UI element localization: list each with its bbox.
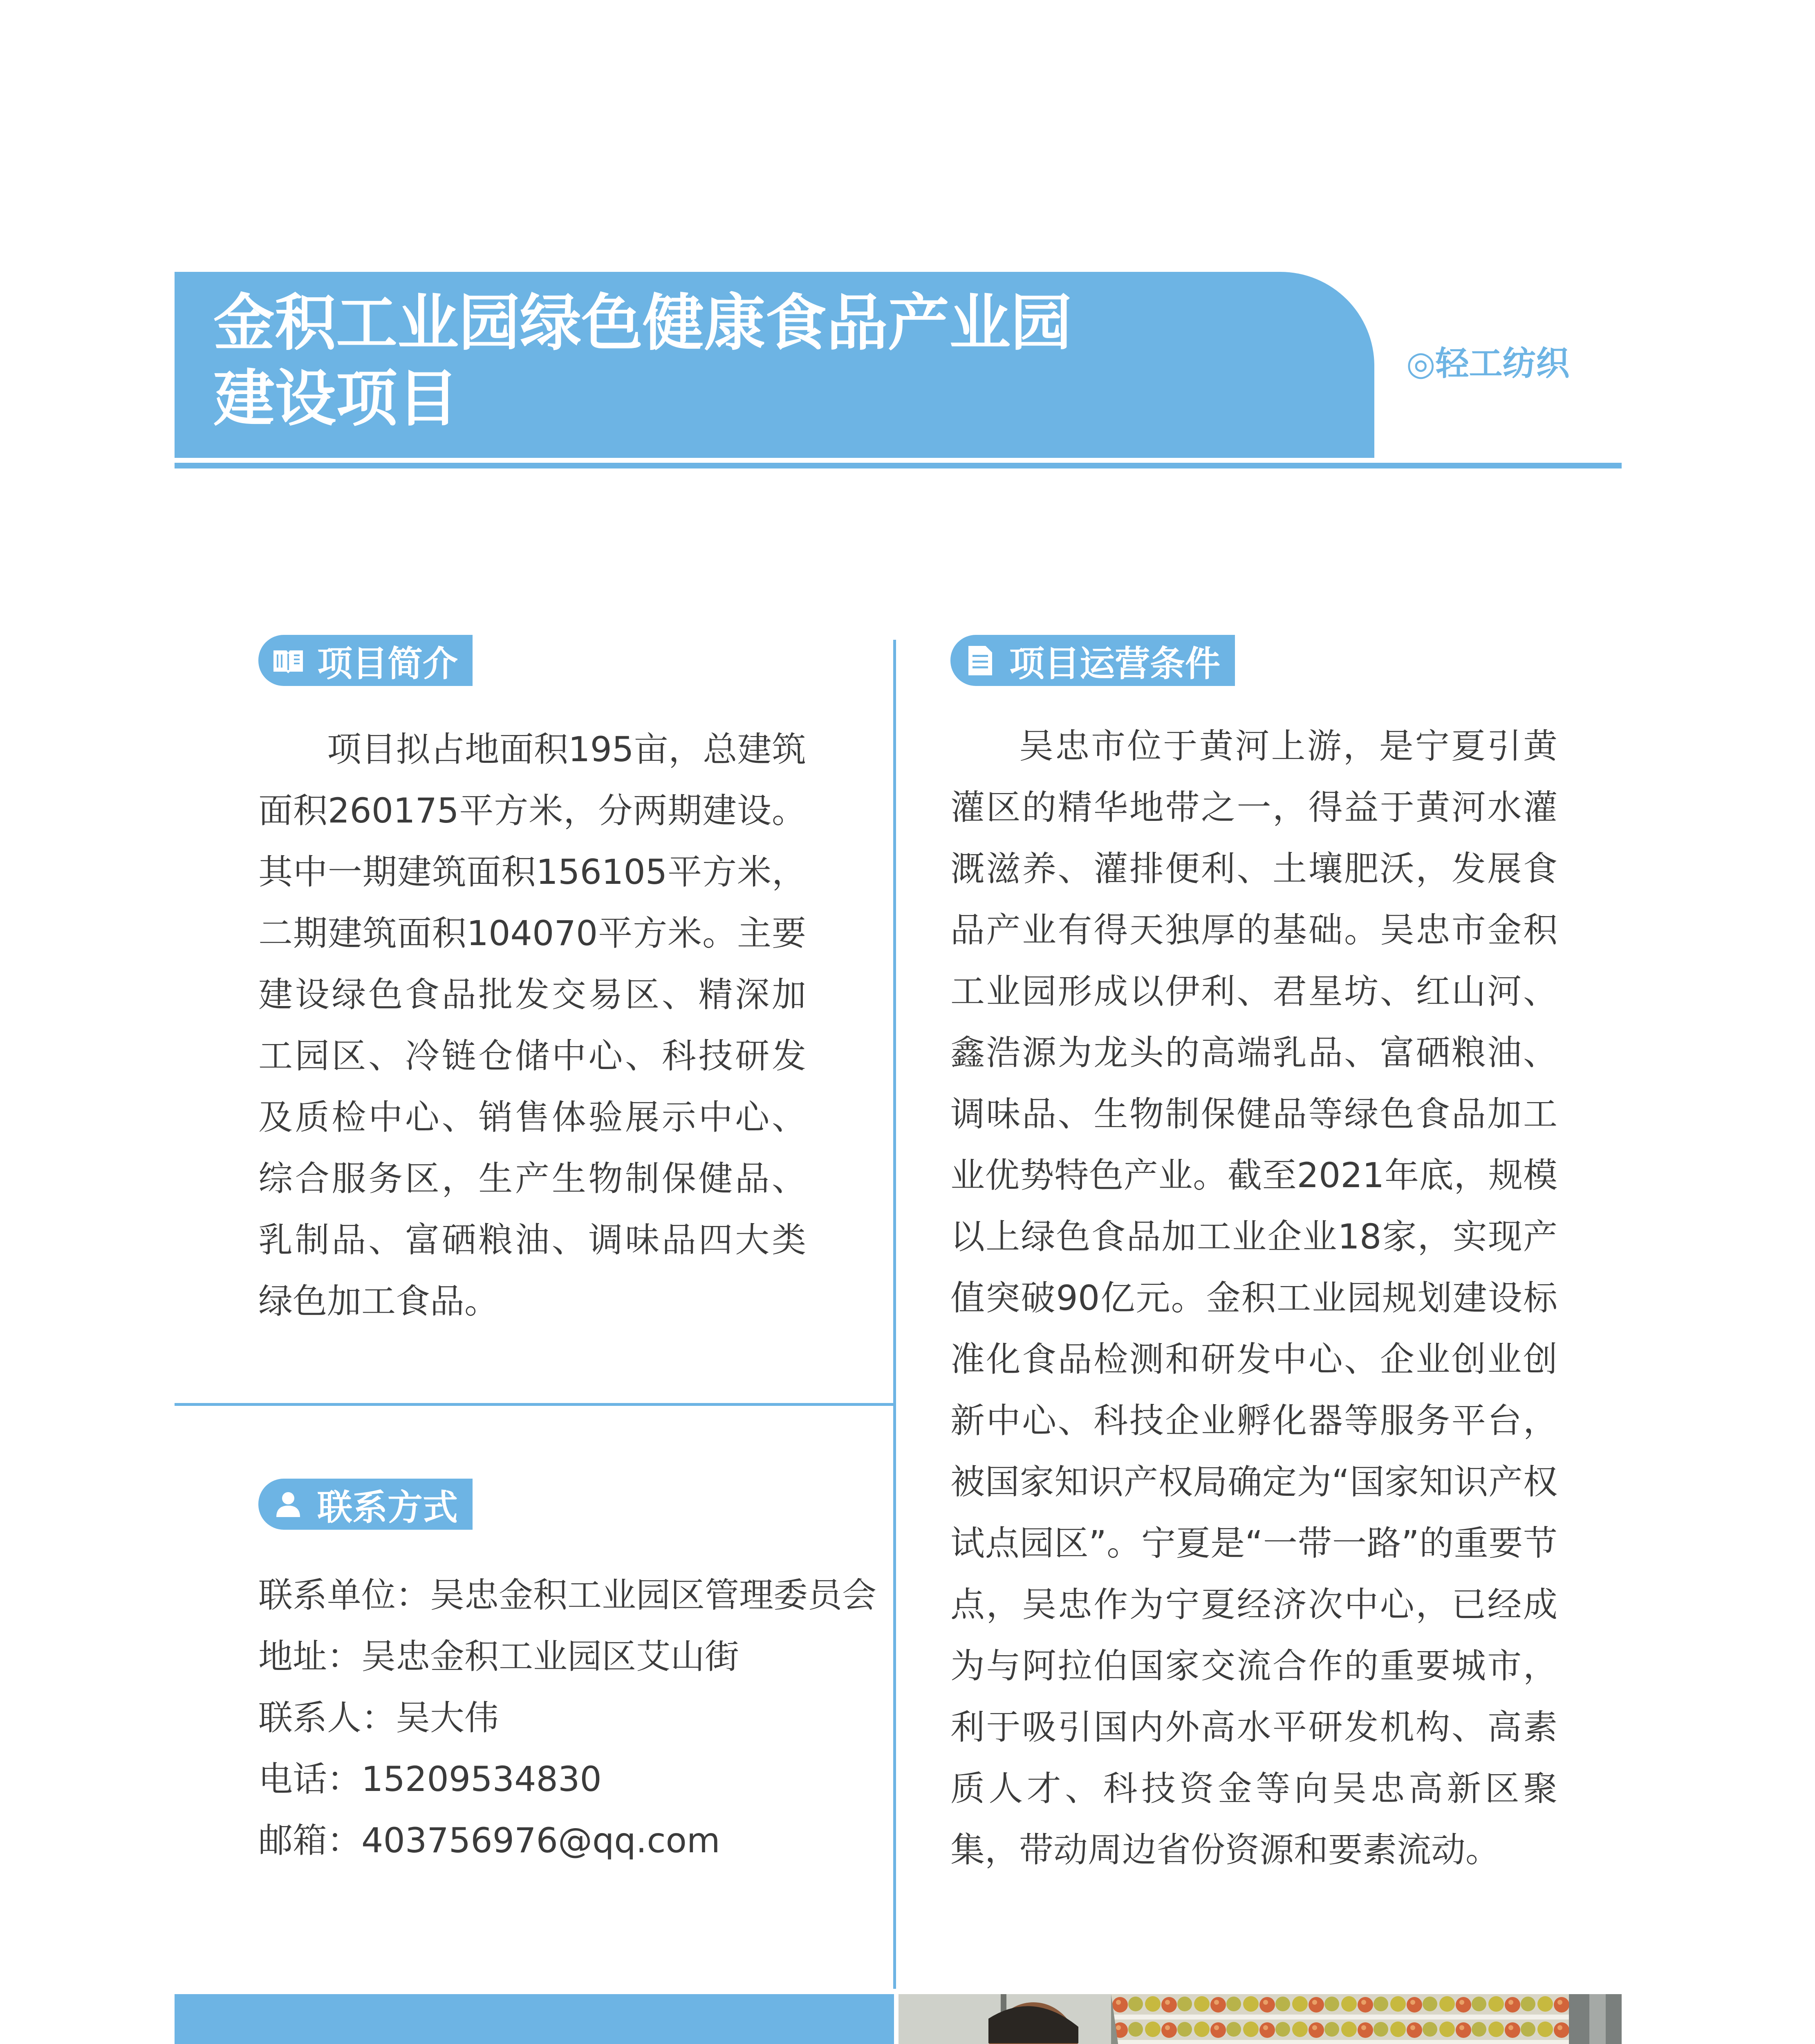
conditions-paragraph: 吴忠市位于黄河上游，是宁夏引黄灌区的精华地带之一，得益于黄河水灌溉滋养、灌排便利、土壤肥沃，发展食品产业有得天独厚的基础。吴忠市金积工业园形成以伊利、君星坊、红山河、鑫浩源为龙头的高端乳品、富硒粮油、调味品、生物制保健品等绿色食品加工业优势特色产业。截至2021年底，规模以上绿色食品加工业企业18家，实现产值突破90亿元。金积工业园规划建设标准化食品检测和研发中心、企业创业创新中心、科技企业孵化器等服务平台，被国家知识产权局确定为“国家知识产权试点园区”。宁夏是“一带一路”的重要节点，吴忠作为宁夏经济次中心，已经成为与阿拉伯国家交流合作的重要城市，利于吸引国内外高水平研发机构、高素质人才、科技资金等向吴忠高新区聚集，带动周边省份资源和要素流动。 <box>950 726 1557 1870</box>
intro-heading-pill <box>258 635 473 686</box>
title-banner <box>175 272 1374 458</box>
category-label: ◎轻工纺织 <box>1406 344 1570 383</box>
investment-box <box>175 1994 894 2044</box>
header-rule <box>175 463 1622 468</box>
document-icon <box>963 643 998 678</box>
intro-heading: 项目简介 <box>317 643 458 684</box>
title-line-2: 建设项目 <box>213 363 459 435</box>
contact-address: 地址：吴忠金积工业园区艾山街 <box>258 1636 739 1676</box>
contact-email: 邮箱：403756976@qq.com <box>258 1820 720 1860</box>
left-section-divider <box>175 1403 894 1406</box>
photo-worker-sorting-fruit <box>899 1994 1622 2044</box>
book-icon <box>271 643 306 678</box>
contact-unit: 联系单位：吴忠金积工业园区管理委员会 <box>258 1575 877 1615</box>
contact-heading-pill <box>258 1479 473 1530</box>
contact-heading: 联系方式 <box>317 1487 458 1528</box>
title-line-1: 金积工业园绿色健康食品产业园 <box>213 287 1072 359</box>
conditions-heading-pill <box>950 635 1235 686</box>
intro-paragraph: 项目拟占地面积195亩，总建筑面积260175平方米，分两期建设。其中一期建筑面积156105平方米，二期建筑面积104070平方米。主要建设绿色食品批发交易区、精深加工园区、冷链仓储中心、科技研发及质检中心、销售体验展示中心、综合服务区，生产生物制保健品、乳制品、富硒粮油、调味品四大类绿色加工食品。 <box>258 729 806 1321</box>
contact-person: 联系人：吴大伟 <box>258 1698 499 1738</box>
person-icon <box>271 1487 306 1522</box>
column-divider <box>893 640 896 1989</box>
conditions-heading: 项目运营条件 <box>1009 643 1220 684</box>
contact-phone: 电话：15209534830 <box>258 1759 602 1799</box>
